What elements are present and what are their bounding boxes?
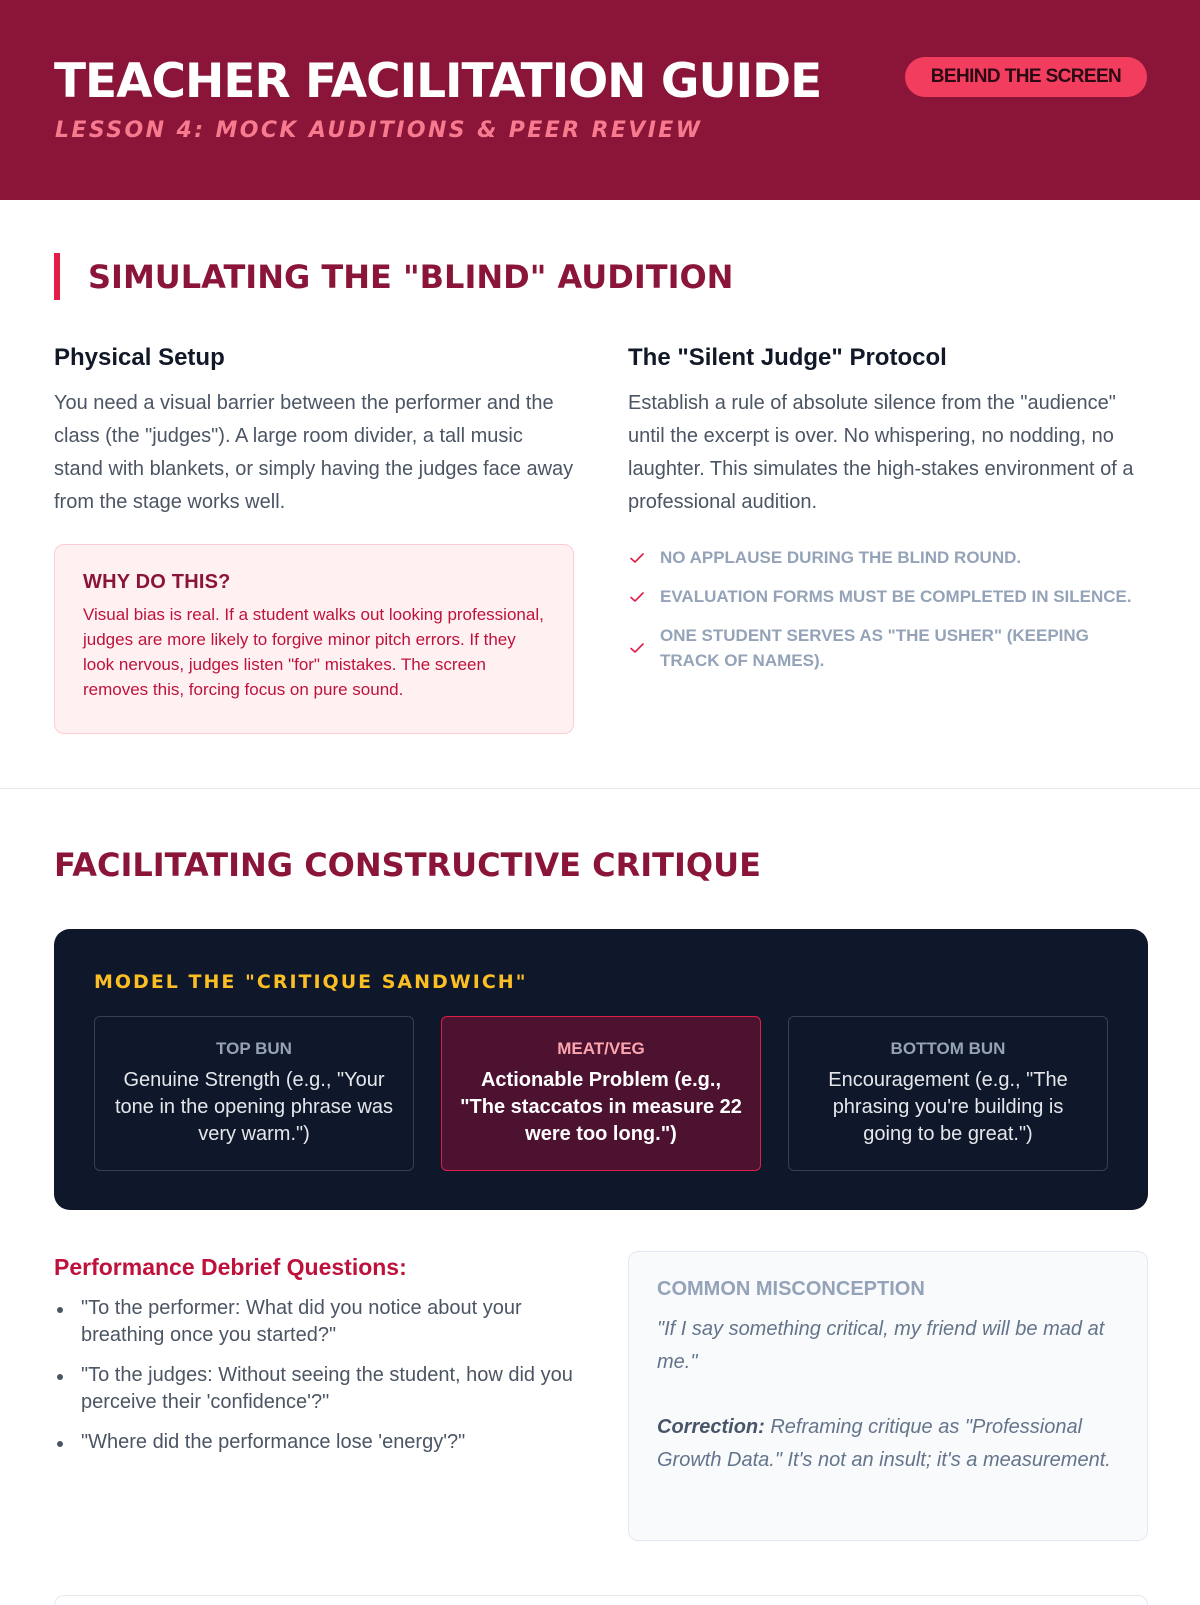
page-header [0,0,1200,200]
silent-judge-heading: The "Silent Judge" Protocol [628,344,947,371]
section-title-blind-audition: SIMULATING THE "BLIND" AUDITION [54,253,733,300]
check-icon [628,588,646,606]
why-callout [54,544,574,734]
checklist-item-text: ONE STUDENT SERVES AS "THE USHER" (KEEPING TRACK OF NAMES). [660,626,1089,670]
section-title-critique: FACILITATING CONSTRUCTIVE CRITIQUE [54,846,761,884]
debrief-title: Performance Debrief Questions: [54,1254,407,1280]
check-icon [628,639,646,657]
debrief-question: "To the judges: Without seeing the student, how did you perceive their 'confidence'?" [54,1362,584,1416]
physical-setup-heading: Physical Setup [54,344,225,371]
debrief-question: "To the performer: What did you notice about your breathing once you started?" [54,1295,584,1349]
checklist-item [628,623,1148,673]
misconception-callout [628,1251,1148,1541]
correction-text: Reframing critique as "Professional Growth Data." It's not an insult; it's a measurement. [657,1416,1111,1471]
checklist-item-text: NO APPLAUSE DURING THE BLIND ROUND. [660,548,1022,567]
checklist-item-text: EVALUATION FORMS MUST BE COMPLETED IN SILENCE. [660,587,1132,606]
bun-text: Encouragement (e.g., "The phrasing you're building is going to be great.") [828,1069,1068,1145]
page-title: TEACHER FACILITATION GUIDE [54,54,822,109]
misconception-title: COMMON MISCONCEPTION [657,1278,925,1300]
sandwich-title: MODEL THE "CRITIQUE SANDWICH" [94,971,528,993]
next-card-edge [54,1595,1148,1605]
check-icon [628,549,646,567]
section-divider [0,788,1200,789]
sandwich-meat [441,1016,761,1171]
silent-judge-text: Establish a rule of absolute silence from the "audience" until the excerpt is over. No whispering, no nodding, no laughter. This simulates the high-stakes environment of a professional audition. [628,392,1134,513]
header-badge: BEHIND THE SCREEN [905,57,1147,97]
debrief-question: "Where did the performance lose 'energy'?" [54,1429,584,1456]
protocol-checklist [628,545,1148,687]
debrief-questions [54,1295,584,1469]
why-title: WHY DO THIS? [83,571,231,593]
bun-label: TOP BUN [216,1039,292,1058]
correction-label: Correction: [657,1416,765,1438]
critique-sandwich-panel [54,929,1148,1210]
bun-label: BOTTOM BUN [890,1039,1006,1058]
lesson-subtitle: LESSON 4: MOCK AUDITIONS & PEER REVIEW [55,118,703,143]
bun-label: MEAT/VEG [557,1039,645,1058]
checklist-item [628,545,1148,570]
bun-text: Actionable Problem (e.g., "The staccatos in measure 22 were too long.") [460,1069,742,1145]
checklist-item [628,584,1148,609]
physical-setup-text: You need a visual barrier between the performer and the class (the "judges"). A large room divider, a tall music stand with blankets, or simply having the judges face away from the stage works well. [54,392,574,513]
misconception-correction [657,1411,1119,1477]
bun-text: Genuine Strength (e.g., "Your tone in the opening phrase was very warm.") [115,1069,393,1145]
sandwich-top-bun [94,1016,414,1171]
misconception-quote: "If I say something critical, my friend will be mad at me." [657,1318,1105,1373]
sandwich-bottom-bun [788,1016,1108,1171]
why-text: Visual bias is real. If a student walks out looking professional, judges are more likely to forgive minor pitch errors. If they look nervous, judges listen "for" mistakes. The screen removes this, forcing focus on pure sound. [83,605,544,699]
